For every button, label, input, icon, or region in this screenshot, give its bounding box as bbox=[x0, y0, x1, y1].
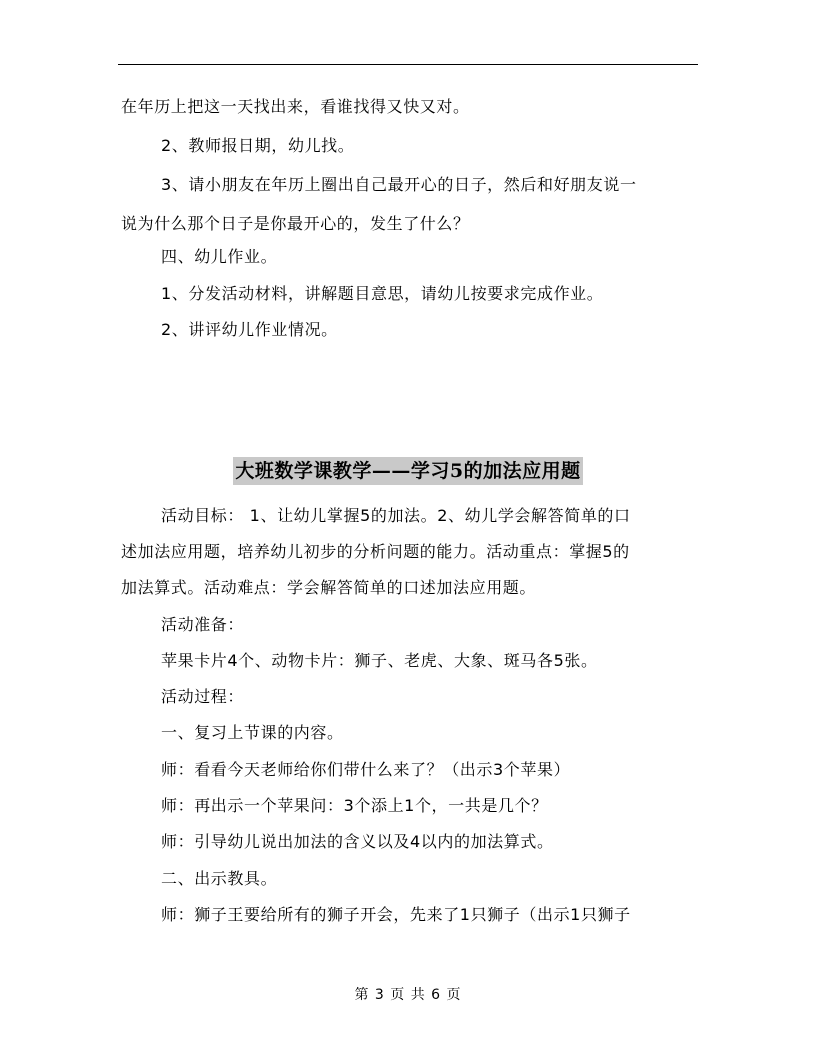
paragraph-line: 四、幼儿作业。 bbox=[161, 247, 278, 266]
body-line: 一、复习上节课的内容。 bbox=[161, 723, 344, 742]
paragraph-line: 2、教师报日期，幼儿找。 bbox=[161, 136, 355, 155]
paragraph-line: 2、讲评幼儿作业情况。 bbox=[161, 320, 338, 339]
paragraph-line: 在年历上把这一天找出来，看谁找得又快又对。 bbox=[121, 97, 470, 116]
paragraph-line: 3、请小朋友在年历上圈出自己最开心的日子，然后和好朋友说一 bbox=[161, 175, 637, 194]
body-line: 述加法应用题，培养幼儿初步的分析问题的能力。活动重点：掌握5的 bbox=[121, 542, 630, 561]
header-rule bbox=[118, 64, 698, 65]
paragraph-line: 说为什么那个日子是你最开心的，发生了什么？ bbox=[121, 214, 470, 233]
body-line: 师：看看今天老师给你们带什么来了？（出示3个苹果） bbox=[161, 760, 571, 779]
section-title: 大班数学课教学——学习5的加法应用题 bbox=[233, 457, 582, 485]
paragraph-line: 1、分发活动材料，讲解题目意思，请幼儿按要求完成作业。 bbox=[161, 284, 604, 303]
body-line: 苹果卡片4个、动物卡片：狮子、老虎、大象、斑马各5张。 bbox=[161, 651, 598, 670]
section-title-row bbox=[0, 457, 816, 485]
body-line: 二、出示教具。 bbox=[161, 869, 278, 888]
body-line: 师：引导幼儿说出加法的含义以及4以内的加法算式。 bbox=[161, 832, 554, 851]
body-line: 活动目标： 1、让幼儿掌握5的加法。2、幼儿学会解答简单的口 bbox=[161, 506, 631, 525]
body-line: 加法算式。活动难点：学会解答简单的口述加法应用题。 bbox=[121, 578, 537, 597]
body-line: 活动准备： bbox=[161, 615, 245, 634]
body-line: 师：再出示一个苹果问：3个添上1个，一共是几个？ bbox=[161, 796, 548, 815]
page-footer: 第 3 页 共 6 页 bbox=[354, 987, 462, 1003]
body-line: 活动过程： bbox=[161, 687, 245, 706]
body-line: 师：狮子王要给所有的狮子开会，先来了1只狮子（出示1只狮子 bbox=[161, 905, 631, 924]
